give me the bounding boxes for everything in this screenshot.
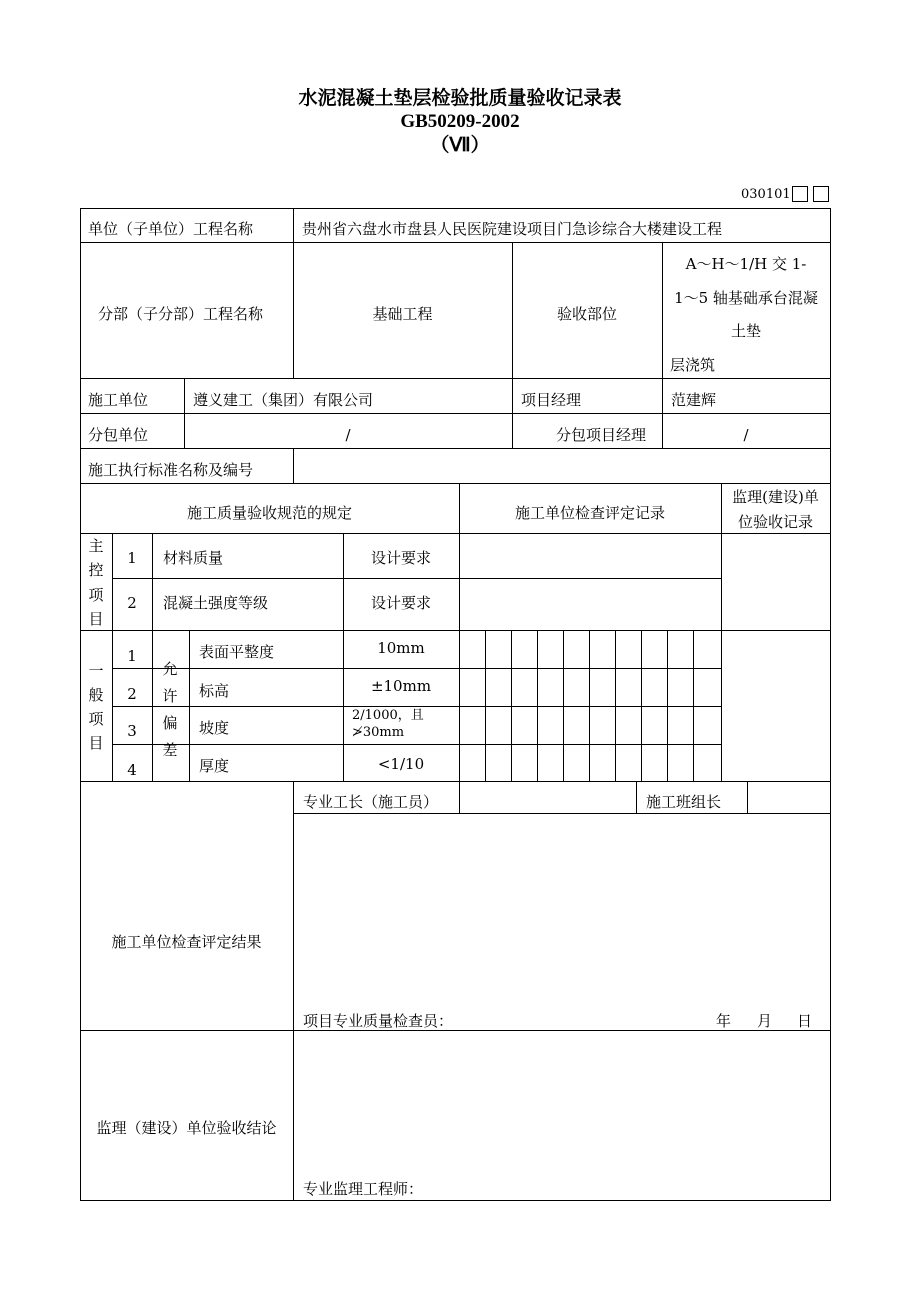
main-item-no: 2 [127, 594, 137, 612]
standard-code: GB50209-2002 [400, 111, 520, 132]
team-leader-label: 施工班组长 [646, 793, 722, 811]
general-item-name: 表面平整度 [199, 643, 275, 661]
general-item-requirement: <1/10 [377, 755, 425, 773]
foreman-label: 专业工长（施工员） [303, 793, 439, 811]
unit-name-label: 单位（子单位）工程名称 [88, 220, 254, 238]
main-item-requirement: 设计要求 [370, 549, 431, 567]
project-manager-label: 项目经理 [521, 391, 582, 409]
supervision-conclusion-label: 监理（建设）单位验收结论 [96, 1119, 277, 1137]
sub-manager-value[interactable]: / [743, 426, 749, 444]
general-item-no: 2 [127, 685, 137, 703]
general-item-name: 坡度 [199, 719, 230, 737]
contractor-result-label: 施工单位检查评定结果 [111, 933, 262, 951]
project-manager-value[interactable]: 范建辉 [671, 391, 717, 409]
subcontractor-value[interactable]: / [345, 426, 351, 444]
general-item-no: 1 [127, 647, 137, 665]
general-item-name: 标高 [199, 682, 230, 700]
supervising-engineer-label: 专业监理工程师： [303, 1180, 424, 1198]
section-number: （Ⅶ） [430, 135, 490, 156]
form-code-box-1[interactable] [792, 186, 808, 202]
form-code: 030101 [741, 187, 791, 202]
year-label: 年 [716, 1012, 732, 1030]
contractor-label: 施工单位 [88, 391, 149, 409]
general-item-requirement: 10mm [377, 639, 425, 657]
subcontractor-label: 分包单位 [88, 426, 149, 444]
contractor-value[interactable]: 遵义建工（集团）有限公司 [193, 391, 374, 409]
main-item-name: 混凝土强度等级 [163, 594, 269, 612]
main-item-requirement: 设计要求 [370, 594, 431, 612]
unit-name-value[interactable]: 贵州省六盘水市盘县人民医院建设项目门急诊综合大楼建设工程 [302, 220, 723, 238]
main-item-no: 1 [127, 549, 137, 567]
form-code-box-2[interactable] [813, 186, 829, 202]
main-item-name: 材料质量 [163, 549, 224, 567]
day-label: 日 [797, 1012, 813, 1030]
division-name-value[interactable]: 基础工程 [372, 305, 433, 323]
sub-manager-label: 分包项目经理 [556, 426, 647, 444]
general-item-no: 4 [127, 761, 137, 779]
spec-header: 施工质量验收规范的规定 [186, 504, 352, 522]
supervision-header-line1: 监理(建设)单 [732, 488, 819, 506]
standard-label: 施工执行标准名称及编号 [88, 461, 254, 479]
month-label: 月 [757, 1012, 773, 1030]
division-name-label: 分部（子分部）工程名称 [98, 305, 264, 323]
check-record-header: 施工单位检查评定记录 [514, 504, 665, 522]
form-title: 水泥混凝土垫层检验批质量验收记录表 [298, 87, 622, 109]
supervision-header-line2: 位验收记录 [737, 513, 813, 531]
quality-inspector-label: 项目专业质量检查员： [303, 1012, 454, 1030]
general-item-requirement: ±10mm [370, 677, 432, 695]
general-item-name: 厚度 [199, 757, 230, 775]
inspection-location-label: 验收部位 [556, 305, 617, 323]
general-item-no: 3 [127, 722, 137, 740]
